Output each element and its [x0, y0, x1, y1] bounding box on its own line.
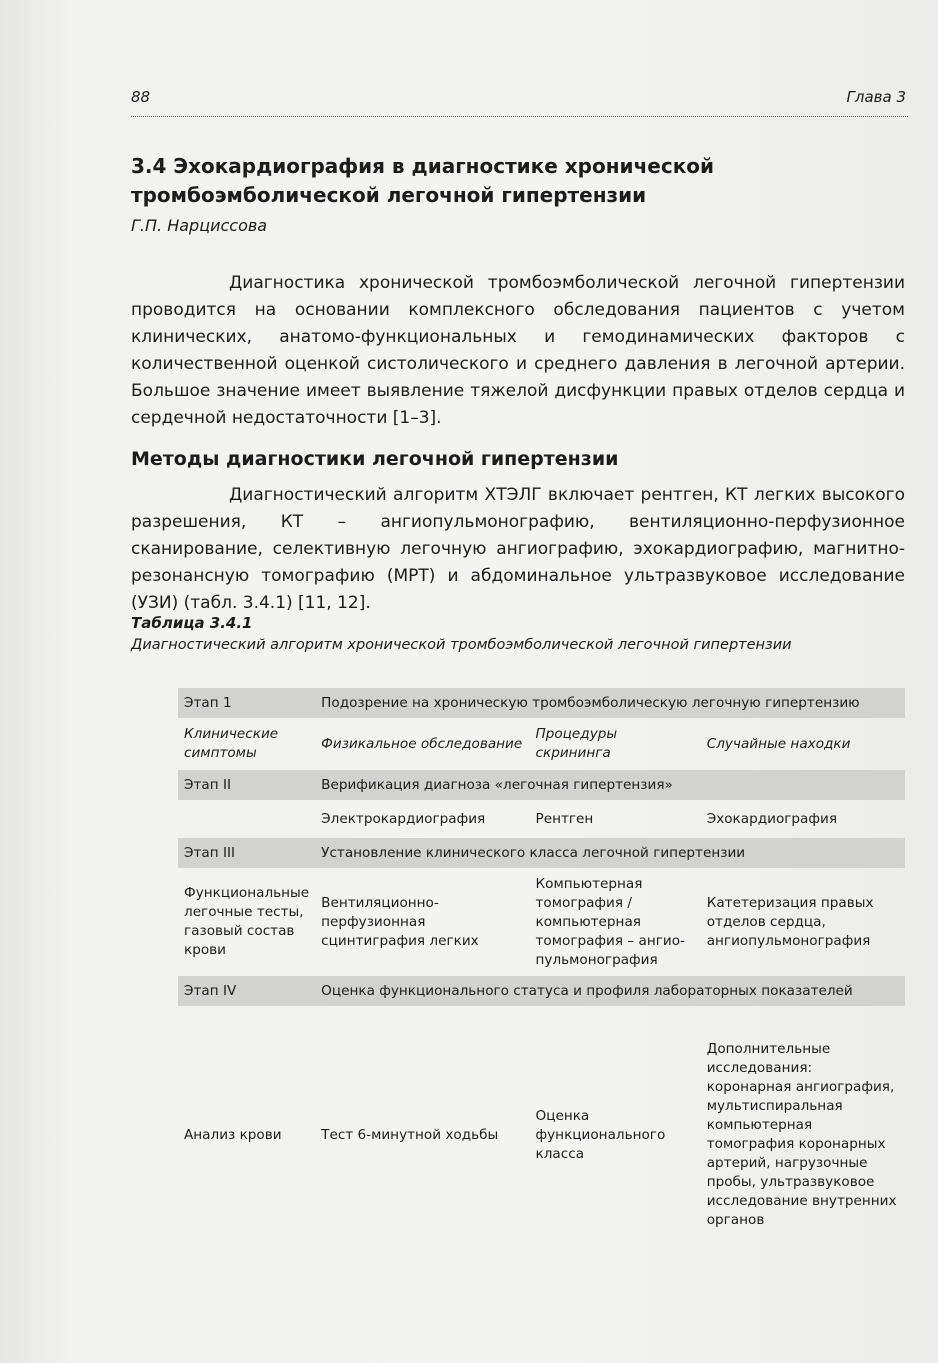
table-cell: Эхокардиография — [706, 810, 838, 827]
stage-row — [178, 838, 905, 868]
table-cell: Клинические симптомы — [184, 726, 279, 761]
table-cell: Дополнительные исследования: коронарная ангиография, мультиспиральная компьютерная томография коронарных артерий, нагрузочные пробы, ультразвуковое исследование внутренних органов — [706, 1041, 897, 1228]
table-cell: Анализ крови — [184, 1126, 282, 1143]
table-cell: Оценка функционального класса — [535, 1107, 666, 1162]
table-cell — [178, 800, 315, 838]
stage-label: Этап III — [178, 838, 315, 868]
stage-label: Этап IV — [178, 976, 315, 1006]
table-caption: Таблица 3.4.1 — [131, 614, 253, 632]
table-cell: Рентген — [535, 810, 594, 827]
table-cell: Тест 6-минутной ходьбы — [321, 1126, 499, 1143]
table-cell: Компьютерная томография / компьютерная томография – ангио-пульмонография — [535, 875, 685, 968]
intro-paragraph: Диагностика хронической тромбоэмболической легочной гипертензии проводится на основании комплексного обследования пациентов с учетом клинических, анатомо-функциональных и гемодинамических факторов с количественной оценкой систолического и среднего давления в легочной артерии. Большое значение имеет выявление тяжелой дисфункции правых отделов сердца и сердечной недостаточности [1–3]. — [131, 273, 905, 428]
stage-text: Верификация диагноза «легочная гипертензия» — [315, 770, 905, 800]
table-row — [178, 868, 905, 976]
stage-label: Этап 1 — [178, 688, 315, 718]
diagnostic-algorithm-table — [178, 688, 905, 1264]
table-cell: Вентиляционно-перфузионная сцинтиграфия легких — [321, 894, 479, 949]
table-cell: Процедуры скрининга — [535, 726, 618, 761]
table-cell: Функциональные легочные тесты, газовый состав крови — [184, 885, 310, 958]
methods-paragraph: Диагностический алгоритм ХТЭЛГ включает рентген, КТ легких высокого разрешения, КТ – ангиопульмонографию, вентиляционно-перфузионное сканирование, селективную легочную ангиографию, эхокардиографию, магнитно-резонансную томографию (МРТ) и абдоминальное ультразвуковое исследование (УЗИ) (табл. 3.4.1) [11, 12]. — [131, 485, 905, 613]
stage-text: Оценка функционального статуса и профиля лабораторных показателей — [315, 976, 905, 1006]
stage-label: Этап II — [178, 770, 315, 800]
section-title: 3.4 Эхокардиография в диагностике хронической тромбоэмболической легочной гипертензии — [131, 154, 715, 207]
page-number: 88 — [131, 88, 151, 106]
table-cell: Электрокардиография — [321, 810, 486, 827]
stage-row — [178, 688, 905, 718]
stage-row — [178, 770, 905, 800]
chapter-title: Глава 3 — [846, 88, 906, 106]
header-divider — [131, 116, 908, 117]
table-row — [178, 1006, 905, 1264]
subheading: Методы диагностики легочной гипертензии — [131, 448, 619, 470]
table-description: Диагностический алгоритм хронической тромбоэмболической легочной гипертензии — [131, 637, 792, 653]
table-row — [178, 800, 905, 838]
table-cell: Катетеризация правых отделов сердца, ангиопульмонография — [706, 894, 874, 949]
stage-row — [178, 976, 905, 1006]
stage-text: Установление клинического класса легочной гипертензии — [315, 838, 905, 868]
author: Г.П. Нарциссова — [131, 216, 268, 235]
table-row — [178, 718, 905, 770]
stage-text: Подозрение на хроническую тромбоэмболическую легочную гипертензию — [315, 688, 905, 718]
table-cell: Случайные находки — [706, 735, 851, 752]
table-cell: Физикальное обследование — [321, 735, 523, 752]
